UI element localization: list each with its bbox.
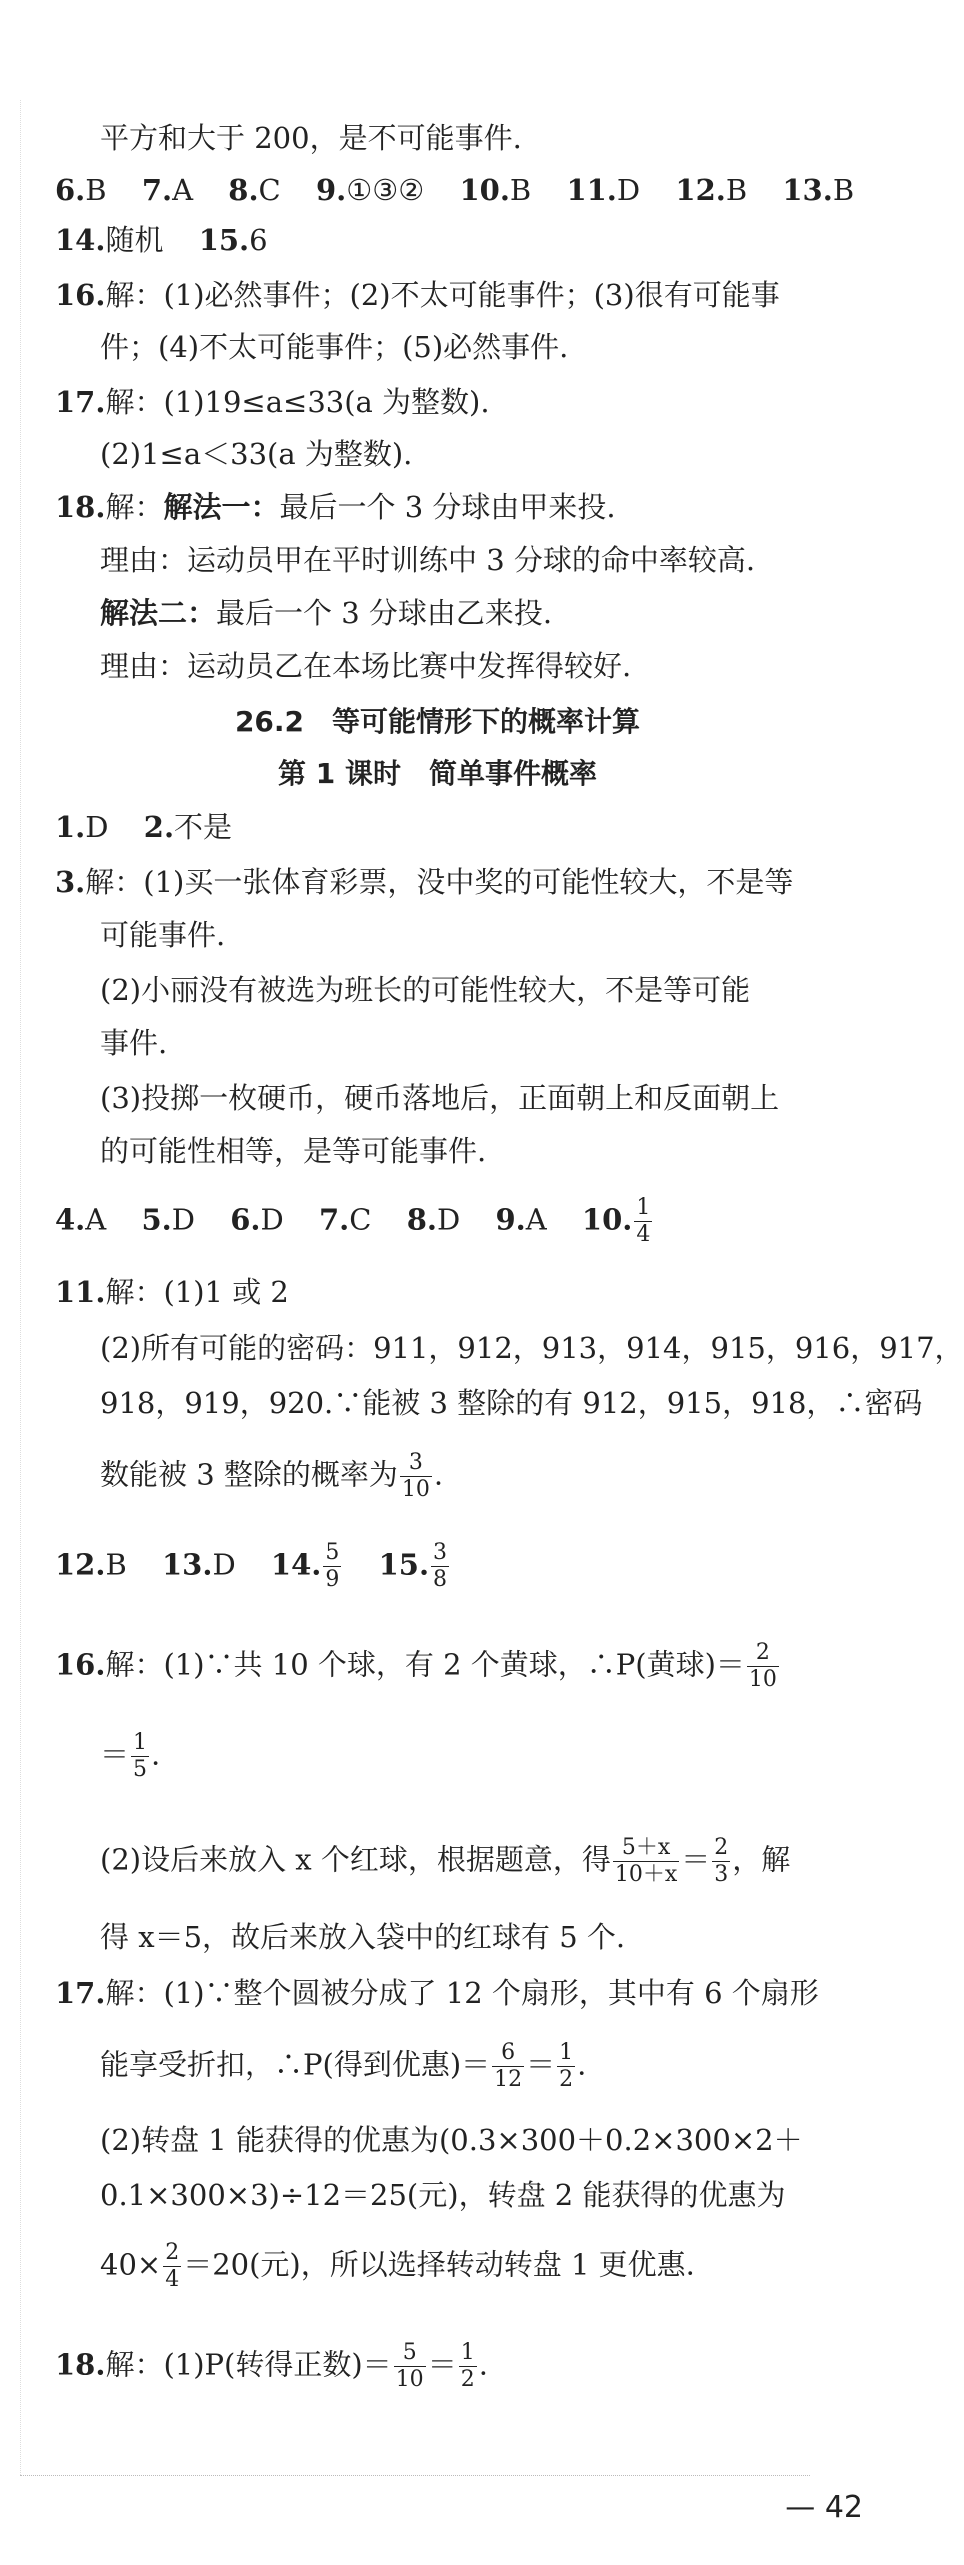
fraction: $\frac{1}{5}$ xyxy=(133,1730,148,1782)
fraction: $\frac{3}{10}$ xyxy=(401,1450,430,1502)
fraction: $\frac{2}{4}$ xyxy=(165,2240,180,2292)
fraction: $\frac{1}{2}$ xyxy=(559,2040,574,2092)
text-line: 解法二：最后一个 3 分球由乙来投. xyxy=(100,596,553,630)
question-3: 3.解：(1)买一张体育彩票，没中奖的可能性较大，不是等 xyxy=(55,865,794,899)
answer-line: 6.B 7.A 8.C 9.①③② 10.B 11.D 12.B 13.B xyxy=(55,173,855,207)
fraction: $\frac{5}{9}$ xyxy=(325,1540,340,1592)
text-line: (2)转盘 1 能获得的优惠为(0.3×300＋0.2×300×2＋ xyxy=(100,2123,803,2157)
text-line: 得 x＝5，故后来放入袋中的红球有 5 个. xyxy=(100,1920,626,1954)
answer-line: 12.B 13.D 14. $\frac{5}{9}$ 15. $\frac{3}{8}$ xyxy=(55,1540,448,1592)
footer-rule xyxy=(20,2475,810,2476)
answer-line: 4.A 5.D 6.D 7.C 8.D 9.A 10. $\frac{1}{4}$ xyxy=(55,1195,651,1247)
question-17: 17.解：(1)∵整个圆被分成了 12 个扇形，其中有 6 个扇形 xyxy=(55,1976,819,2010)
text-line: 40× $\frac{2}{4}$ ＝20(元)，所以选择转动转盘 1 更优惠. xyxy=(100,2240,695,2292)
section-title: 26.2 等可能情形下的概率计算 xyxy=(234,705,641,738)
margin-rule xyxy=(20,100,21,2475)
text-line: 918，919，920.∵能被 3 整除的有 912，915，918，∴密码 xyxy=(100,1386,923,1420)
text-line: (2)所有可能的密码：911，912，913，914，915，916，917， xyxy=(100,1331,964,1365)
text-line: 能享受折扣，∴P(得到优惠)＝ $\frac{6}{12}$ ＝ $\frac{1}{2}$ . xyxy=(100,2040,587,2092)
text-line: 的可能性相等，是等可能事件. xyxy=(100,1134,487,1168)
text-line: (2)小丽没有被选为班长的可能性较大，不是等可能 xyxy=(100,973,751,1007)
fraction: $\frac{2}{3}$ xyxy=(714,1835,729,1887)
text-line: 件；(4)不太可能事件；(5)必然事件. xyxy=(100,330,569,364)
text-line: 平方和大于 200，是不可能事件. xyxy=(100,121,522,155)
question-16: 16.解：(1)必然事件；(2)不太可能事件；(3)很有可能事 xyxy=(55,278,780,312)
question-16: 16.解：(1)∵共 10 个球，有 2 个黄球，∴P(黄球)＝ $\frac{2}{10}$ xyxy=(55,1640,777,1692)
fraction: $\frac{6}{12}$ xyxy=(494,2040,523,2092)
fraction: $\frac{5}{10}$ xyxy=(395,2340,424,2392)
text-line: (2)1≤a＜33(a 为整数). xyxy=(100,437,413,471)
text-line: 事件. xyxy=(100,1026,168,1060)
text-line: (3)投掷一枚硬币，硬币落地后，正面朝上和反面朝上 xyxy=(100,1081,780,1115)
question-18: 18.解：解法一：最后一个 3 分球由甲来投. xyxy=(55,490,616,524)
fraction: $\frac{2}{10}$ xyxy=(748,1640,777,1692)
question-18: 18.解：(1)P(转得正数)＝ $\frac{5}{10}$ ＝ $\frac{1}{2}$ . xyxy=(55,2340,488,2392)
fraction: $\frac{1}{2}$ xyxy=(460,2340,475,2392)
question-11: 11.解：(1)1 或 2 xyxy=(55,1275,289,1309)
fraction: $\frac{1}{4}$ xyxy=(636,1195,651,1247)
text-line: 数能被 3 整除的概率为 $\frac{3}{10}$ . xyxy=(100,1450,444,1502)
text-line: 0.1×300×3)÷12＝25(元)，转盘 2 能获得的优惠为 xyxy=(100,2178,786,2212)
fraction: $\frac{5+x}{10+x}$ xyxy=(614,1835,678,1887)
lesson-title: 第 1 课时 简单事件概率 xyxy=(278,757,597,790)
answer-line: 1.D 2.不是 xyxy=(55,810,233,844)
page-number: — 42 xyxy=(785,2490,863,2525)
text-line: (2)设后来放入 x 个红球，根据题意，得 $\frac{5+x}{10+x}$ ＝ $\frac{2}{3}$ ，解 xyxy=(100,1835,791,1887)
text-line: ＝ $\frac{1}{5}$ . xyxy=(100,1730,161,1782)
text-line: 理由：运动员乙在本场比赛中发挥得较好. xyxy=(100,649,632,683)
question-17: 17.解：(1)19≤a≤33(a 为整数). xyxy=(55,385,490,419)
fraction: $\frac{3}{8}$ xyxy=(433,1540,448,1592)
text-line: 理由：运动员甲在平时训练中 3 分球的命中率较高. xyxy=(100,543,756,577)
text-line: 可能事件. xyxy=(100,918,226,952)
answer-line: 14.随机 15.6 xyxy=(55,223,268,257)
